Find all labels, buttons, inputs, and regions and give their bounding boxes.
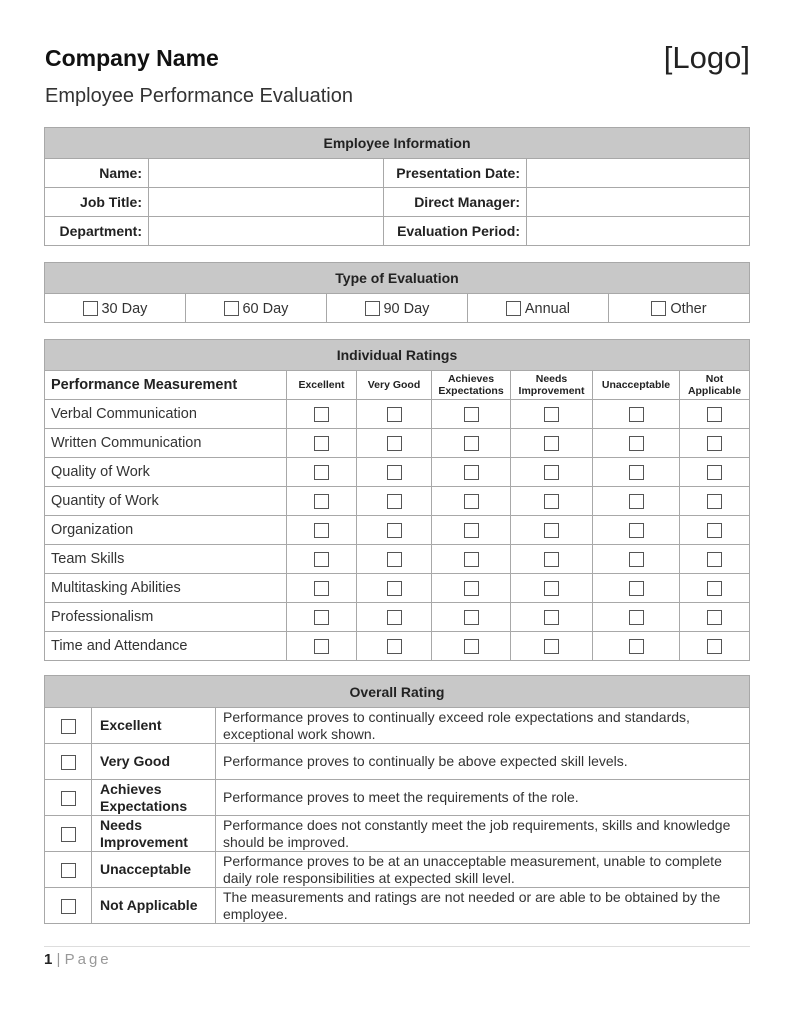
rating-checkbox[interactable] [314, 436, 329, 451]
table-row [45, 852, 750, 888]
table-row [45, 708, 750, 744]
rating-checkbox[interactable] [314, 523, 329, 538]
evaluation-type-heading: Type of Evaluation [45, 263, 750, 294]
rating-label: Achieves Expectations [92, 780, 216, 816]
rating-label: Unacceptable [92, 852, 216, 888]
rating-column-label: Unacceptable [601, 379, 671, 391]
page-number: 1 [44, 951, 53, 968]
rating-checkbox[interactable] [544, 523, 559, 538]
rating-checkbox[interactable] [707, 610, 722, 625]
rating-column-label: Improvement [518, 385, 585, 397]
rating-checkbox[interactable] [464, 436, 479, 451]
rating-label: Needs Improvement [92, 816, 216, 852]
rating-checkbox[interactable] [387, 465, 402, 480]
rating-column-header [680, 371, 750, 400]
rating-checkbox[interactable] [464, 523, 479, 538]
rating-description: Performance proves to continually exceed role expectations and standards, exceptional work shown. [216, 708, 750, 744]
overall-rating-checkbox[interactable] [61, 719, 76, 734]
measurement-label: Time and Attendance [45, 632, 287, 661]
option-label: Other [670, 300, 707, 317]
rating-checkbox[interactable] [387, 610, 402, 625]
individual-ratings-heading: Individual Ratings [45, 340, 750, 371]
individual-ratings-table [44, 339, 750, 661]
rating-checkbox[interactable] [464, 552, 479, 567]
rating-checkbox[interactable] [629, 436, 644, 451]
evaluation-type-table [44, 262, 750, 323]
rating-checkbox[interactable] [707, 465, 722, 480]
rating-checkbox[interactable] [629, 639, 644, 654]
rating-checkbox[interactable] [629, 465, 644, 480]
option-label: Annual [524, 300, 571, 317]
measurement-label: Professionalism [45, 603, 287, 632]
table-row [45, 429, 750, 458]
option-label: 90 Day [383, 300, 430, 317]
rating-checkbox[interactable] [387, 639, 402, 654]
rating-checkbox[interactable] [629, 581, 644, 596]
rating-checkbox[interactable] [387, 407, 402, 422]
rating-column-label: Excellent [298, 379, 345, 391]
rating-checkbox[interactable] [464, 465, 479, 480]
measurement-label: Organization [45, 516, 287, 545]
field-label: Name: [45, 159, 149, 188]
field-label: Department: [45, 217, 149, 246]
checkbox[interactable] [83, 301, 98, 316]
rating-checkbox[interactable] [464, 581, 479, 596]
rating-description: Performance proves to continually be above expected skill levels. [216, 744, 750, 780]
rating-checkbox[interactable] [314, 494, 329, 509]
field-input[interactable] [527, 217, 750, 246]
table-row [45, 780, 750, 816]
measurement-label: Written Communication [45, 429, 287, 458]
rating-checkbox[interactable] [629, 407, 644, 422]
evaluation-type-option[interactable] [609, 294, 750, 323]
table-row [45, 400, 750, 429]
rating-checkbox[interactable] [314, 407, 329, 422]
overall-rating-checkbox[interactable] [61, 899, 76, 914]
rating-checkbox[interactable] [314, 610, 329, 625]
table-row [45, 744, 750, 780]
rating-checkbox[interactable] [544, 610, 559, 625]
field-label: Presentation Date: [384, 159, 527, 188]
rating-checkbox[interactable] [707, 639, 722, 654]
field-label: Job Title: [45, 188, 149, 217]
rating-checkbox[interactable] [314, 639, 329, 654]
measurement-label: Quality of Work [45, 458, 287, 487]
overall-rating-checkbox[interactable] [61, 791, 76, 806]
footer-separator: | [56, 951, 61, 968]
footer-divider [44, 946, 750, 947]
rating-checkbox[interactable] [387, 523, 402, 538]
overall-rating-table [44, 675, 750, 924]
rating-column-header [357, 371, 432, 400]
field-input[interactable] [527, 159, 750, 188]
rating-label: Very Good [92, 744, 216, 780]
rating-column-header [287, 371, 357, 400]
field-label: Direct Manager: [384, 188, 527, 217]
table-row [45, 487, 750, 516]
field-input[interactable] [149, 159, 384, 188]
rating-column-header [432, 371, 511, 400]
rating-checkbox[interactable] [544, 436, 559, 451]
table-row [45, 458, 750, 487]
measurement-label: Verbal Communication [45, 400, 287, 429]
overall-rating-checkbox[interactable] [61, 755, 76, 770]
rating-checkbox[interactable] [544, 494, 559, 509]
rating-column-label: Expectations [438, 385, 504, 397]
performance-measurement-header: Performance Measurement [45, 371, 287, 400]
table-row [45, 574, 750, 603]
table-row [45, 632, 750, 661]
rating-checkbox[interactable] [629, 610, 644, 625]
page-footer [44, 951, 112, 968]
rating-checkbox[interactable] [387, 494, 402, 509]
rating-column-label: Applicable [687, 385, 742, 397]
rating-description: Performance proves to be at an unacceptable measurement, unable to complete daily role responsibilities at expected skill level. [216, 852, 750, 888]
overall-rating-heading: Overall Rating [45, 676, 750, 708]
evaluation-type-option[interactable] [45, 294, 186, 323]
rating-column-label: Needs [535, 373, 568, 385]
employee-info-heading: Employee Information [45, 128, 750, 159]
evaluation-type-option[interactable] [186, 294, 327, 323]
rating-column-label: Very Good [367, 379, 421, 391]
rating-checkbox[interactable] [387, 581, 402, 596]
field-label: Evaluation Period: [384, 217, 527, 246]
rating-checkbox[interactable] [387, 552, 402, 567]
checkbox[interactable] [365, 301, 380, 316]
rating-column-label: Not [705, 373, 724, 385]
rating-checkbox[interactable] [707, 494, 722, 509]
employee-info-table [44, 127, 750, 246]
rating-checkbox[interactable] [544, 552, 559, 567]
table-row [45, 545, 750, 574]
checkbox[interactable] [224, 301, 239, 316]
field-input[interactable] [527, 188, 750, 217]
measurement-label: Multitasking Abilities [45, 574, 287, 603]
checkbox[interactable] [651, 301, 666, 316]
table-row [45, 516, 750, 545]
rating-column-header [593, 371, 680, 400]
overall-rating-checkbox[interactable] [61, 827, 76, 842]
field-input[interactable] [149, 217, 384, 246]
option-label: 60 Day [242, 300, 289, 317]
rating-label: Not Applicable [92, 888, 216, 924]
rating-checkbox[interactable] [464, 639, 479, 654]
rating-checkbox[interactable] [314, 552, 329, 567]
rating-checkbox[interactable] [629, 523, 644, 538]
document-title: Employee Performance Evaluation [45, 85, 353, 107]
rating-checkbox[interactable] [707, 581, 722, 596]
rating-column-header [511, 371, 593, 400]
rating-checkbox[interactable] [707, 407, 722, 422]
rating-checkbox[interactable] [707, 523, 722, 538]
logo-placeholder: [Logo] [663, 40, 750, 75]
rating-description: The measurements and ratings are not needed or are able to be obtained by the employee. [216, 888, 750, 924]
table-row [45, 888, 750, 924]
measurement-label: Team Skills [45, 545, 287, 574]
rating-checkbox[interactable] [314, 465, 329, 480]
rating-checkbox[interactable] [464, 610, 479, 625]
rating-checkbox[interactable] [629, 494, 644, 509]
table-row [45, 603, 750, 632]
rating-checkbox[interactable] [464, 407, 479, 422]
page-label: Page [64, 951, 112, 968]
rating-description: Performance does not constantly meet the job requirements, skills and knowledge should be improved. [216, 816, 750, 852]
rating-checkbox[interactable] [314, 581, 329, 596]
option-label: 30 Day [101, 300, 148, 317]
field-input[interactable] [149, 188, 384, 217]
rating-checkbox[interactable] [707, 552, 722, 567]
evaluation-type-option[interactable] [327, 294, 468, 323]
rating-column-label: Achieves [447, 373, 495, 385]
checkbox[interactable] [506, 301, 521, 316]
rating-checkbox[interactable] [387, 436, 402, 451]
rating-checkbox[interactable] [544, 407, 559, 422]
measurement-label: Quantity of Work [45, 487, 287, 516]
rating-checkbox[interactable] [629, 552, 644, 567]
company-name: Company Name [45, 45, 219, 71]
rating-checkbox[interactable] [707, 436, 722, 451]
rating-checkbox[interactable] [544, 639, 559, 654]
rating-checkbox[interactable] [464, 494, 479, 509]
rating-checkbox[interactable] [544, 465, 559, 480]
evaluation-type-option[interactable] [468, 294, 609, 323]
rating-label: Excellent [92, 708, 216, 744]
rating-description: Performance proves to meet the requirements of the role. [216, 780, 750, 816]
rating-checkbox[interactable] [544, 581, 559, 596]
overall-rating-checkbox[interactable] [61, 863, 76, 878]
table-row [45, 816, 750, 852]
